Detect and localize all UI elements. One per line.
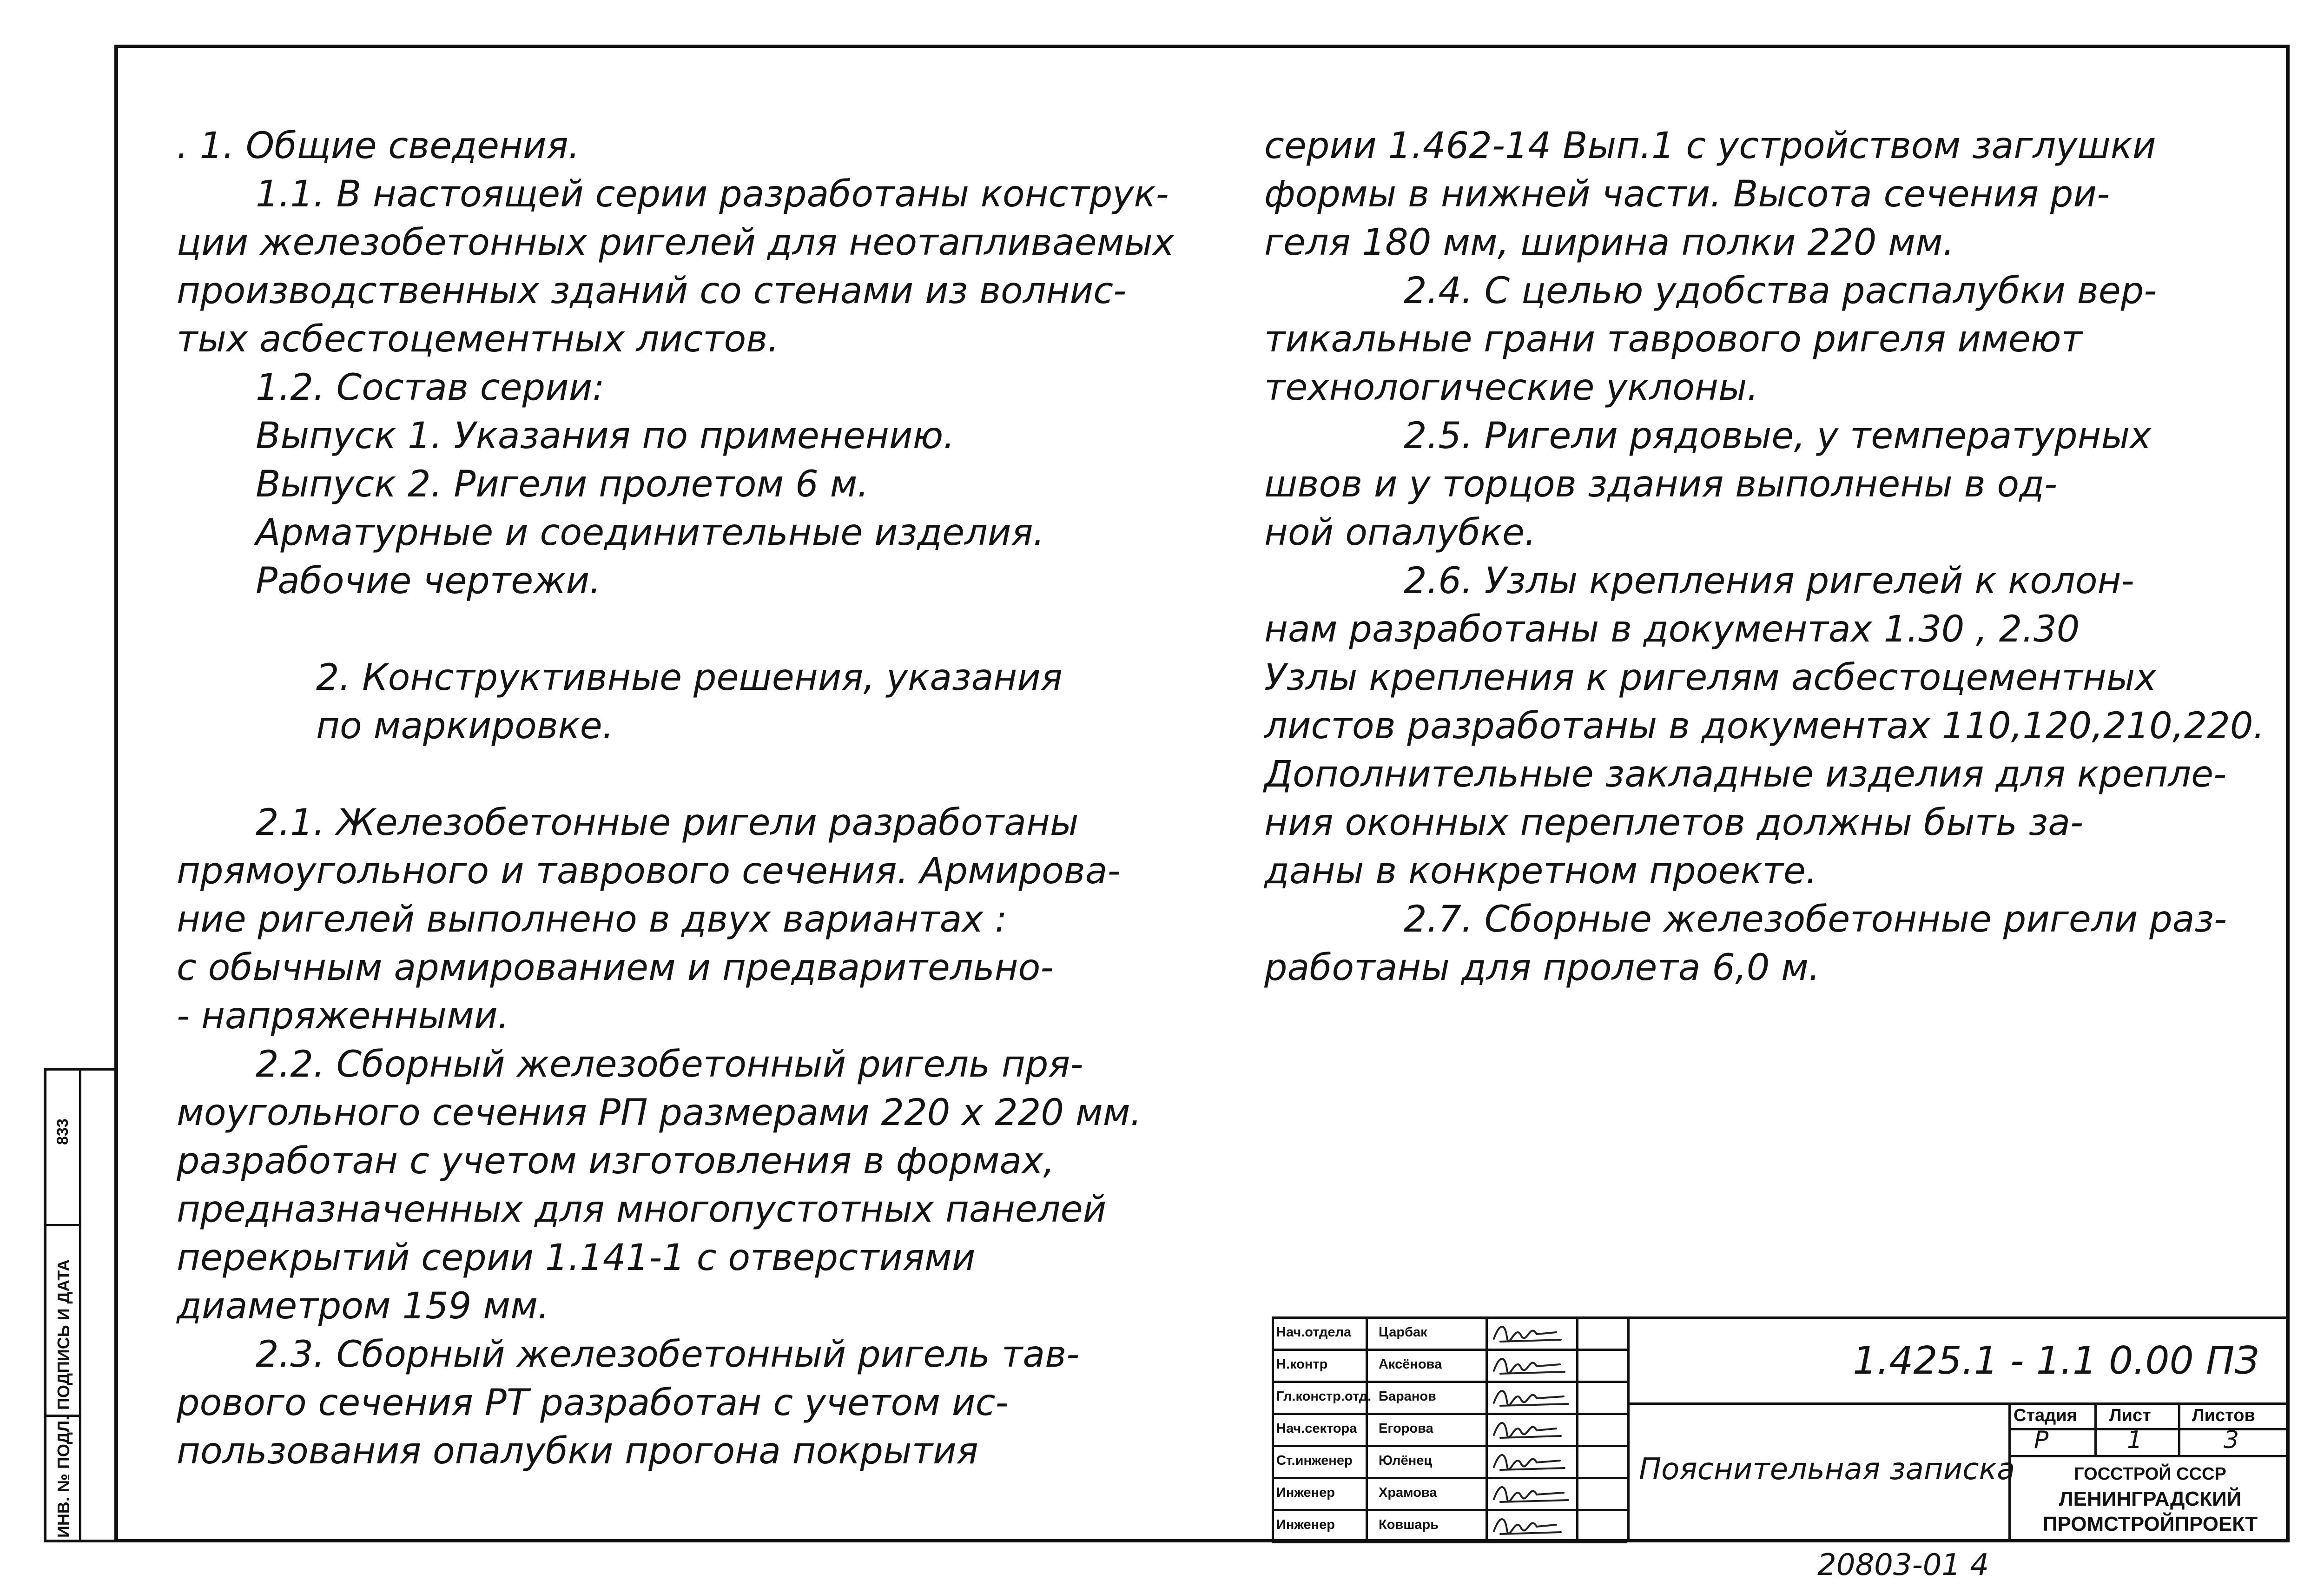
text-line: пользования опалубки прогона покрытия bbox=[177, 1430, 978, 1472]
signature-role: Н.контр bbox=[1276, 1357, 1328, 1372]
archive-number: 20803-01 4 bbox=[1817, 1548, 1989, 1582]
signature-mark bbox=[1491, 1447, 1575, 1475]
text-line: ние ригелей выполнено в двух вариантах : bbox=[177, 899, 1007, 940]
text-line: рового сечения РТ разработан с учетом ис- bbox=[177, 1382, 1009, 1424]
grid-line bbox=[1627, 1316, 1630, 1542]
text-line: Арматурные и соединительные изделия. bbox=[256, 512, 1045, 554]
grid-line bbox=[2008, 1455, 2290, 1457]
text-line: работаны для пролета 6,0 м. bbox=[1264, 947, 1820, 989]
text-line: ной опалубке. bbox=[1264, 512, 1536, 554]
sign-date-label: ПОДПИСЬ И ДАТА bbox=[54, 1259, 73, 1410]
text-line: разработан с учетом изготовления в формах, bbox=[177, 1140, 1055, 1182]
signature-mark bbox=[1491, 1511, 1575, 1540]
signature-name: Баранов bbox=[1379, 1389, 1436, 1404]
text-line: даны в конкретном проекте. bbox=[1264, 850, 1817, 892]
text-line: нам разработаны в документах 1.30 , 2.30 bbox=[1264, 608, 2080, 650]
signature-mark bbox=[1491, 1318, 1575, 1347]
inv-label: ИНВ. № ПОДЛ. bbox=[54, 1415, 73, 1538]
signature-mark bbox=[1491, 1479, 1575, 1508]
text-line: 2.3. Сборный железобетонный ригель тав- bbox=[256, 1334, 1080, 1376]
signature-role: Гл.констр.отд. bbox=[1276, 1389, 1372, 1404]
signature-mark bbox=[1491, 1382, 1575, 1411]
text-line: предназначенных для многопустотных панелей bbox=[177, 1189, 1107, 1230]
text-line: прямоугольного и таврового сечения. Армирова- bbox=[177, 850, 1121, 892]
text-line: . 1. Общие сведения. bbox=[177, 125, 580, 167]
document-title: Пояснительная записка bbox=[1639, 1452, 2015, 1487]
signature-mark bbox=[1491, 1350, 1575, 1379]
stage-label: Стадия bbox=[2014, 1406, 2077, 1425]
text-line: 1.1. В настоящей серии разработаны конструк- bbox=[256, 173, 1169, 215]
signature-role: Инженер bbox=[1276, 1485, 1335, 1500]
text-line: Дополнительные закладные изделия для крепле- bbox=[1264, 754, 2227, 795]
text-line: перекрытий серии 1.141-1 с отверстиями bbox=[177, 1237, 976, 1279]
left-text-column bbox=[177, 122, 1199, 1475]
text-line: диаметром 159 мм. bbox=[177, 1285, 549, 1327]
text-line: ции железобетонных ригелей для неотапливаемых bbox=[177, 222, 1175, 264]
text-line: по маркировке. bbox=[316, 705, 614, 747]
signature-name: Юлёнец bbox=[1379, 1453, 1433, 1468]
text-line: 2.7. Сборные железобетонные ригели раз- bbox=[1404, 899, 2227, 940]
stage-value: Р bbox=[2034, 1426, 2049, 1454]
text-line: формы в нижней части. Высота сечения ри- bbox=[1264, 173, 2110, 215]
title-block bbox=[1267, 1316, 2290, 1542]
signature-role: Инженер bbox=[1276, 1517, 1335, 1532]
sheet-label: Лист bbox=[2109, 1406, 2151, 1425]
text-line: Выпуск 2. Ригели пролетом 6 м. bbox=[256, 463, 869, 505]
side-stamp-cell-number bbox=[46, 1071, 79, 1226]
text-line: технологические уклоны. bbox=[1264, 367, 1759, 409]
text-line: тикальные грани таврового ригеля имеют bbox=[1264, 318, 2082, 360]
title-block-top-line bbox=[1272, 1316, 2290, 1319]
document-code: 1.425.1 - 1.1 0.00 ПЗ bbox=[1853, 1339, 2259, 1383]
text-line: Выпуск 1. Указания по применению. bbox=[256, 415, 955, 457]
signature-role: Нач.сектора bbox=[1276, 1421, 1357, 1436]
text-line: ния оконных переплетов должны быть за- bbox=[1264, 802, 2084, 844]
signature-mark bbox=[1491, 1415, 1575, 1443]
text-line: геля 180 мм, ширина полки 220 мм. bbox=[1264, 222, 1954, 264]
text-line: Рабочие чертежи. bbox=[256, 560, 601, 602]
org-line-2: ЛЕНИНГРАДСКИЙ bbox=[2059, 1488, 2242, 1510]
signature-name: Аксёнова bbox=[1379, 1357, 1442, 1372]
text-line bbox=[177, 605, 1199, 654]
signature-name: Ковшарь bbox=[1379, 1517, 1439, 1532]
text-line: Узлы крепления к ригелям асбестоцементных bbox=[1264, 657, 2157, 699]
inv-number: 833 bbox=[54, 1118, 72, 1145]
sheet-value: 1 bbox=[2127, 1426, 2143, 1454]
signature-role: Нач.отдела bbox=[1276, 1325, 1352, 1340]
text-line: 2.5. Ригели рядовые, у температурных bbox=[1404, 415, 2152, 457]
text-line: моугольного сечения РП размерами 220 x 220 мм. bbox=[177, 1092, 1142, 1134]
sheets-label: Листов bbox=[2192, 1406, 2255, 1425]
text-line: 2.2. Сборный железобетонный ригель пря- bbox=[256, 1044, 1083, 1085]
text-line: 2. Конструктивные решения, указания bbox=[316, 657, 1063, 699]
text-line: серии 1.462-14 Вып.1 с устройством заглушки bbox=[1264, 125, 2156, 167]
org-line-1: ГОССТРОЙ СССР bbox=[2074, 1464, 2226, 1484]
text-line: - напряженными. bbox=[177, 995, 509, 1037]
text-line: 2.6. Узлы крепления ригелей к колон- bbox=[1404, 560, 2134, 602]
side-stamp bbox=[44, 1068, 114, 1542]
text-line: с обычным армированием и предварительно- bbox=[177, 947, 1054, 989]
text-line: 1.2. Состав серии: bbox=[256, 367, 605, 409]
text-line: тых асбестоцементных листов. bbox=[177, 318, 779, 360]
text-line bbox=[177, 750, 1199, 799]
signature-role: Ст.инженер bbox=[1276, 1453, 1353, 1468]
text-line: производственных зданий со стенами из волнис- bbox=[177, 270, 1127, 312]
signature-name: Егорова bbox=[1379, 1421, 1433, 1436]
text-line: швов и у торцов здания выполнены в од- bbox=[1264, 463, 2058, 505]
right-text-column bbox=[1264, 122, 2287, 992]
org-line-3: ПРОМСТРОЙПРОЕКТ bbox=[2042, 1513, 2258, 1535]
text-line: 2.4. С целью удобства распалубки вер- bbox=[1404, 270, 2157, 312]
grid-line bbox=[2008, 1428, 2290, 1430]
signature-name: Царбак bbox=[1379, 1325, 1427, 1340]
text-line: 2.1. Железобетонные ригели разработаны bbox=[256, 802, 1079, 844]
signature-name: Храмова bbox=[1379, 1485, 1437, 1500]
grid-line bbox=[1627, 1402, 2290, 1405]
text-line: листов разработаны в документах 110,120,210,220. bbox=[1264, 705, 2265, 747]
sheets-value: 3 bbox=[2224, 1426, 2239, 1454]
signature-row-line bbox=[1272, 1541, 1627, 1543]
